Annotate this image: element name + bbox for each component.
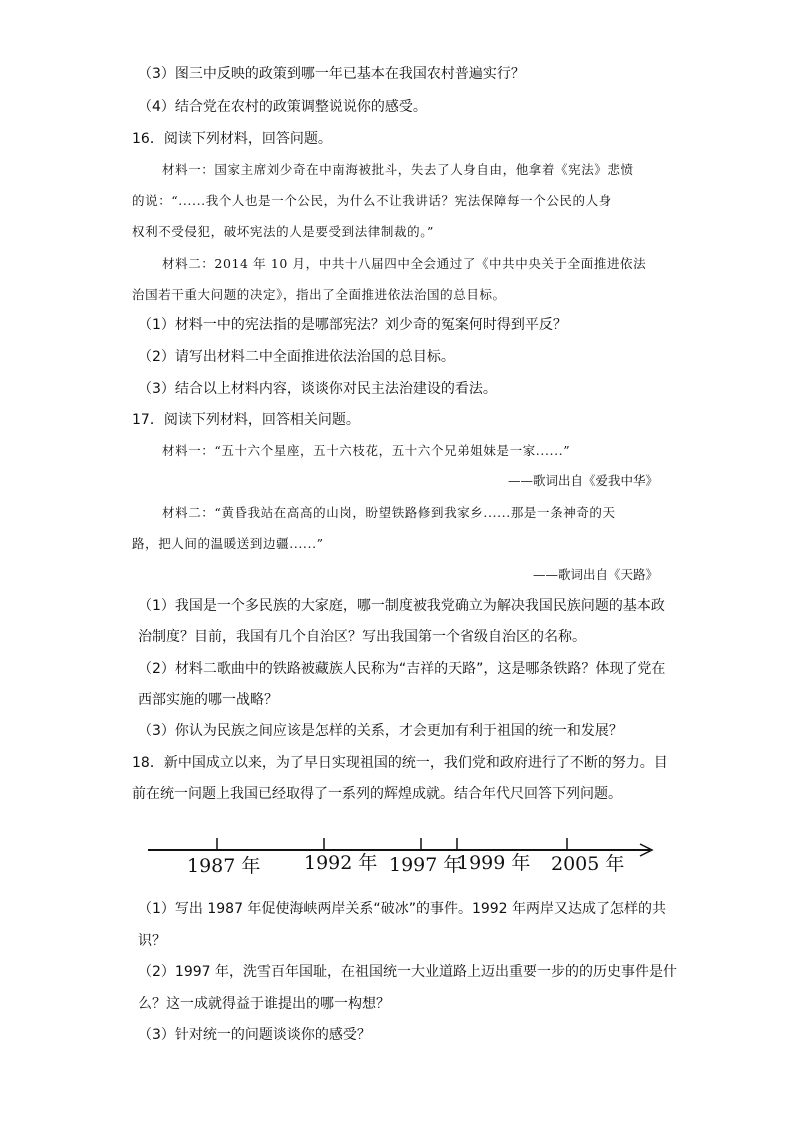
question-line: （2）请写出材料二中全面推进依法治国的总目标。	[138, 349, 455, 365]
material-text: 材料二：2014 年 10 月，中共十八届四中全会通过了《中共中央关于全面推进依法	[162, 256, 647, 271]
question-line: （1）我国是一个多民族的大家庭，哪一制度被我党确立为解决我国民族问题的基本政	[138, 598, 665, 614]
question-line: 治制度？目前，我国有几个自治区？写出我国第一个省级自治区的名称。	[138, 629, 586, 645]
question-line: （3）针对统一的问题谈谈你的感受？	[138, 1027, 371, 1043]
question-line: （1）写出 1987 年促使海峡两岸关系“破冰”的事件。1992 年两岸又达成了怎样的共	[138, 901, 667, 917]
question-line: （2）材料二歌曲中的铁路被藏族人民称为“吉祥的天路”，这是哪条铁路？体现了党在	[138, 661, 666, 677]
question-line: （3）你认为民族之间应该是怎样的关系，才会更加有利于祖国的统一和发展？	[138, 723, 623, 739]
timeline-year-label: 2005 年	[551, 853, 625, 875]
timeline-year-label: 1987 年	[187, 855, 261, 877]
material-text: 材料一：国家主席刘少奇在中南海被批斗，失去了人身自由，他拿着《宪法》悲愤	[162, 162, 634, 177]
question-line: 识？	[138, 933, 166, 949]
question-line: 么？这一成就得益于谁提出的哪一构想？	[138, 996, 390, 1012]
question-18-title: 18．新中国成立以来，为了早日实现祖国的统一，我们党和政府进行了不断的努力。目	[132, 755, 668, 771]
material-text: 治国若干重大问题的决定》，指出了全面推进依法治国的总目标。	[132, 287, 506, 302]
question-line: （2）1997 年，洗雪百年国耻，在祖国统一大业道路上迈出重要一步的的历史事件是什	[138, 964, 677, 980]
timeline-year-label: 1999 年	[457, 852, 531, 874]
question-16-title: 16．阅读下列材料，回答问题。	[132, 131, 332, 147]
timeline-year-label: 1992 年	[304, 852, 378, 874]
question-17-title: 17．阅读下列材料，回答相关问题。	[132, 412, 360, 428]
question-line: （1）材料一中的宪法指的是哪部宪法？刘少奇的冤案何时得到平反？	[138, 317, 567, 333]
timeline-year-label: 1997 年	[389, 854, 463, 876]
material-text: 材料二：“黄昏我站在高高的山岗，盼望铁路修到我家乡......那是一条神奇的天	[162, 505, 616, 520]
material-text: 的说：“......我个人也是一个公民，为什么不让我讲话？宪法保障每一个公民的人身	[132, 193, 612, 208]
material-text: 材料一：“五十六个星座，五十六枝花，五十六个兄弟姐妹是一家......”	[162, 443, 571, 458]
material-text: 路，把人间的温暖送到边疆......”	[132, 536, 324, 551]
timeline-ruler	[140, 830, 670, 880]
question-line: 西部实施的哪一战略？	[138, 692, 278, 708]
material-text: 权利不受侵犯，破坏宪法的人是要受到法律制裁的。”	[132, 224, 435, 239]
question-line: （3）图三中反映的政策到哪一年已基本在我国农村普遍实行？	[138, 66, 525, 82]
question-line: （4）结合党在农村的政策调整说说你的感受。	[138, 99, 427, 115]
question-line: （3）结合以上材料内容，谈谈你对民主法治建设的看法。	[138, 381, 497, 397]
question-line: 前在统一问题上我国已经取得了一系列的辉煌成就。结合年代尺回答下列问题。	[132, 786, 622, 802]
lyrics-source: ——歌词出自《天路》	[532, 567, 658, 582]
lyrics-source: ——歌词出自《爱我中华》	[507, 473, 658, 488]
